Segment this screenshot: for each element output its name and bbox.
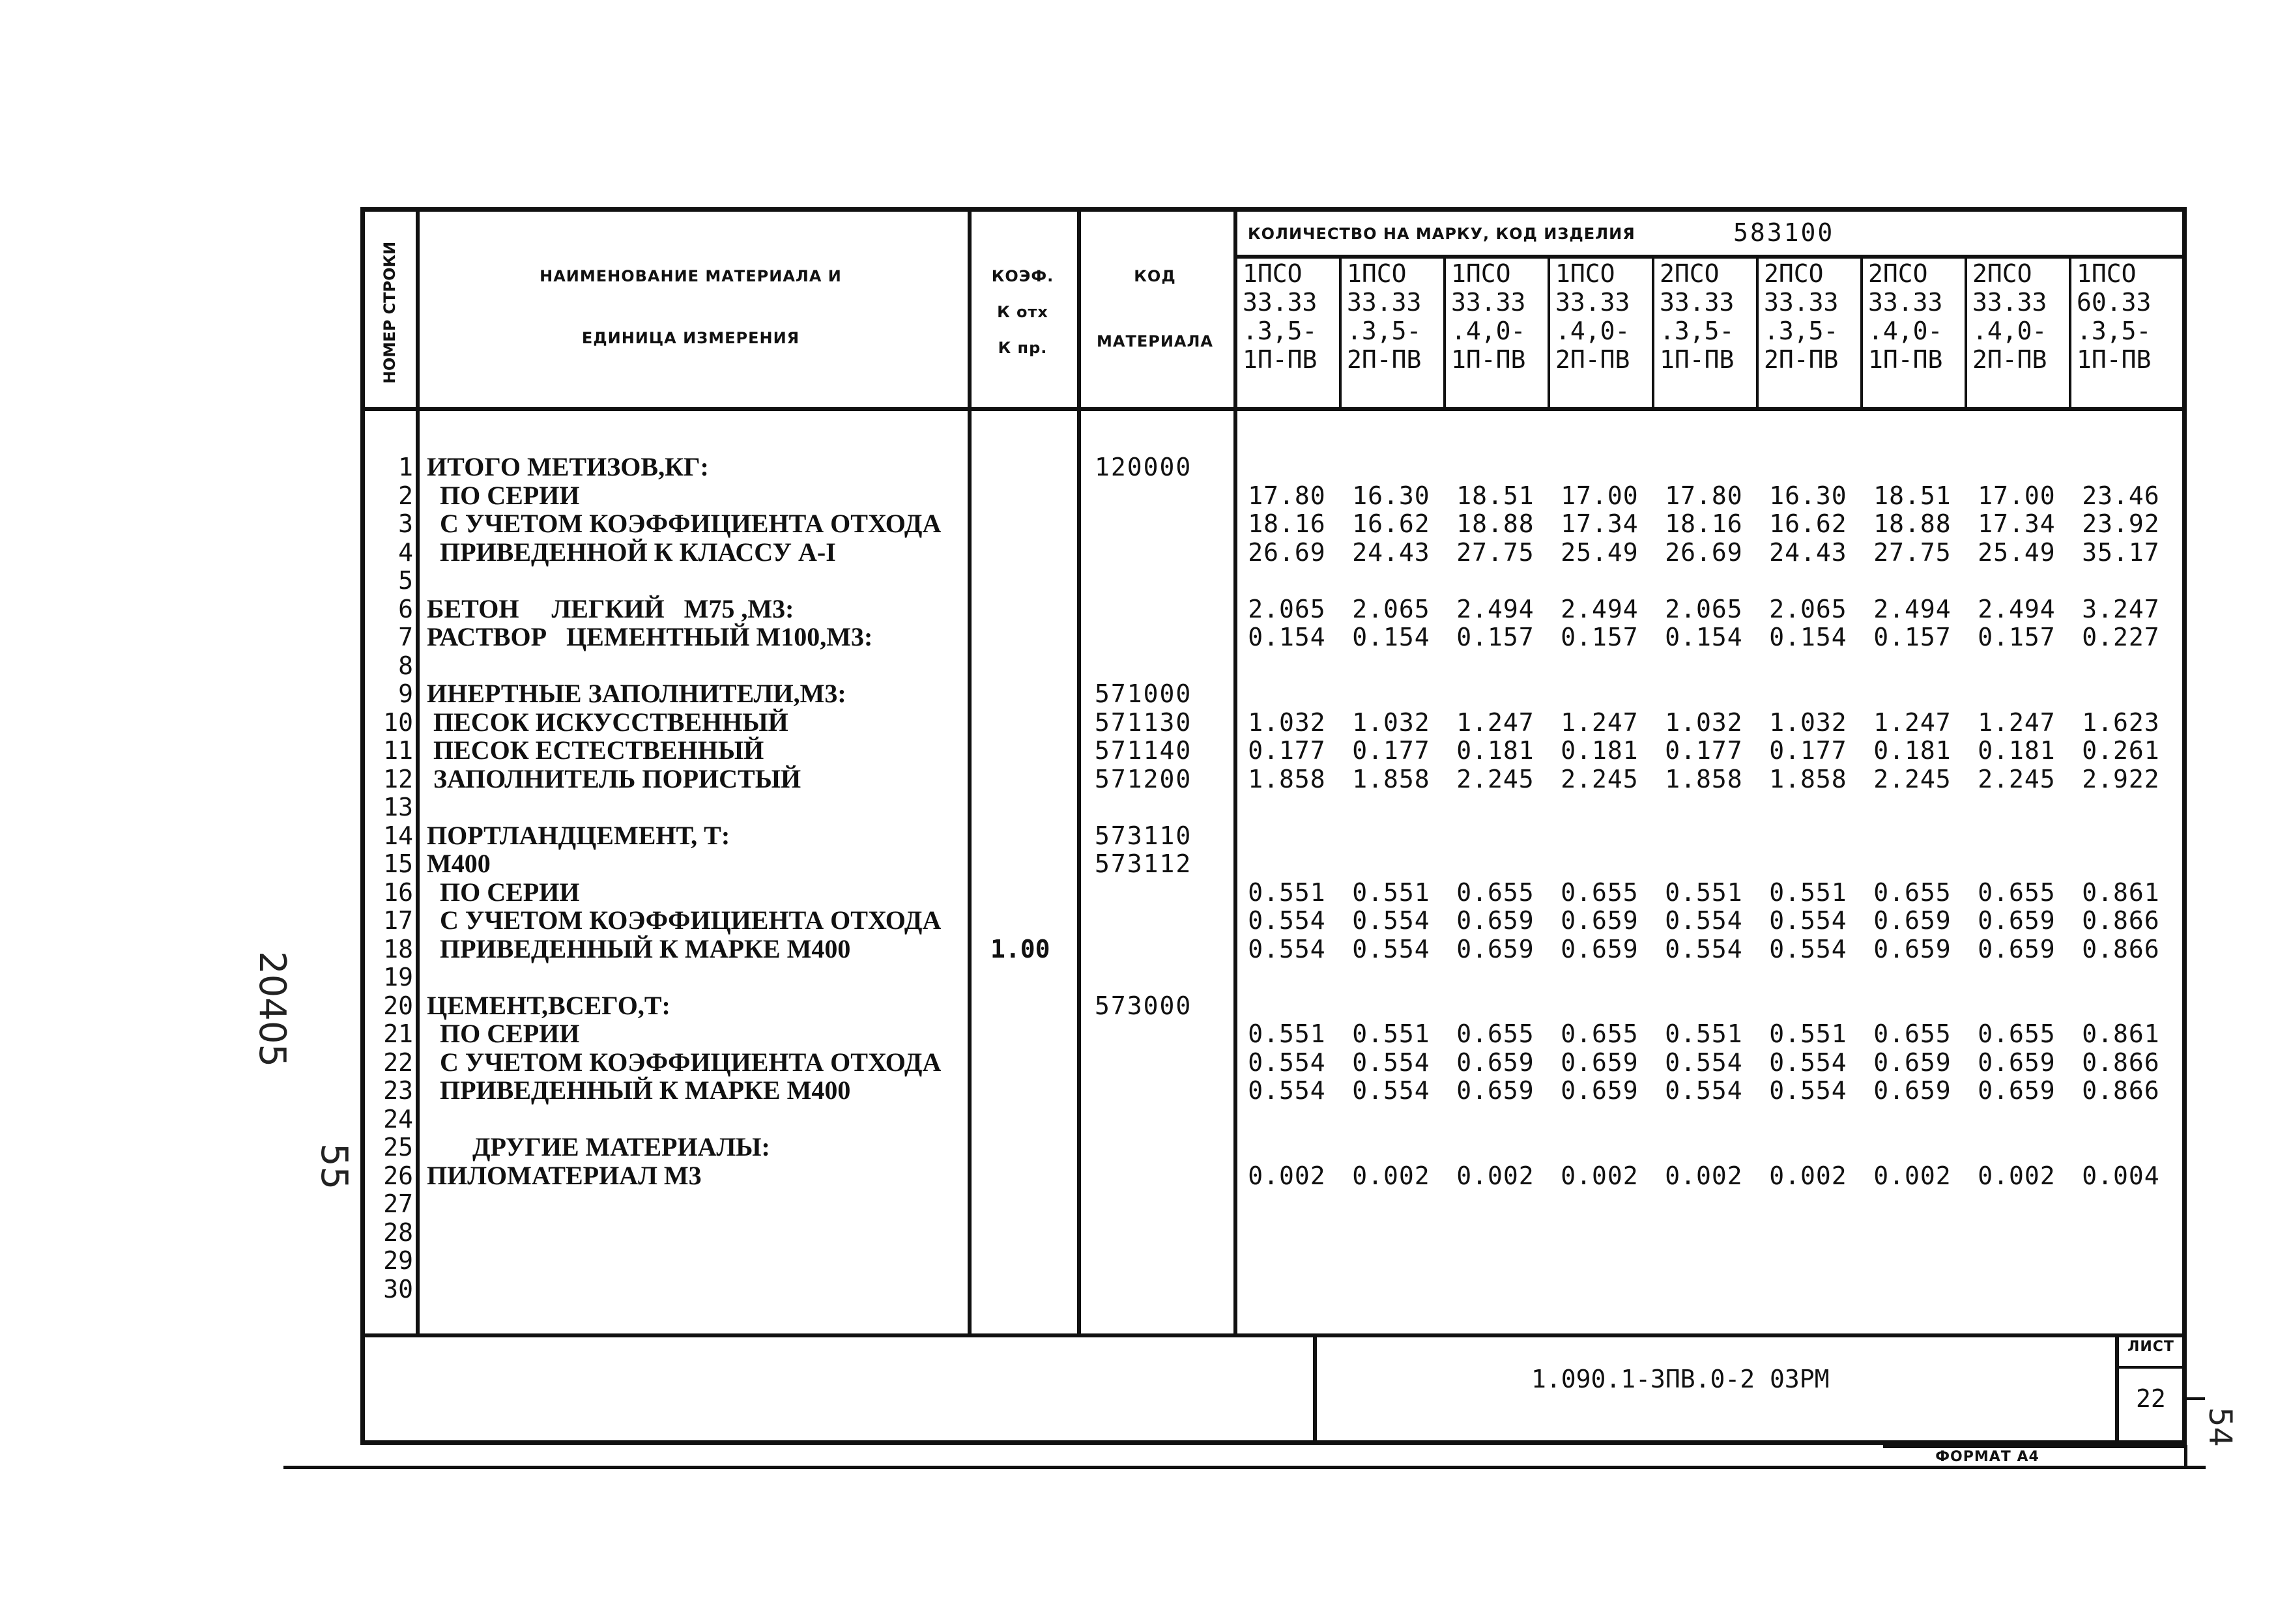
quantity-cell: 0.177	[1769, 736, 1847, 765]
quantity-cell: 0.659	[1978, 906, 2056, 935]
quantity-cell: 0.554	[1352, 906, 1430, 935]
name-header-line2: ЕДИНИЦА ИЗМЕРЕНИЯ	[581, 329, 800, 347]
mark-header-line: .3,5-	[1243, 317, 1318, 345]
quantity-cell: 0.659	[1978, 1076, 2056, 1105]
quantity-cell: 0.659	[1456, 1048, 1535, 1077]
quantity-cell: 0.659	[1561, 906, 1639, 935]
row-number: 29	[383, 1246, 413, 1275]
quantity-cell: 17.80	[1665, 481, 1743, 510]
row-number: 24	[383, 1105, 413, 1133]
row-number: 3	[398, 509, 413, 538]
quantity-cell: 23.46	[2082, 481, 2160, 510]
quantity-cell: 17.34	[1561, 509, 1639, 538]
stamp-divider	[2115, 1333, 2119, 1442]
quantity-cell: 0.181	[1978, 736, 2056, 765]
row-number: 5	[398, 566, 413, 595]
quantity-cell: 0.866	[2082, 906, 2160, 935]
quantity-cell: 0.002	[1352, 1161, 1430, 1190]
row-number: 17	[383, 906, 413, 935]
quantity-cell: 0.659	[1978, 1048, 2056, 1077]
mark-header-line: 33.33	[1451, 288, 1526, 317]
mark-header-line: 2П-ПВ	[1347, 345, 1422, 374]
row-number: 30	[383, 1275, 413, 1303]
quantity-cell: 0.655	[1978, 878, 2056, 907]
material-name: ПРИВЕДЕННЫЙ К МАРКЕ М400	[427, 934, 851, 963]
quantity-cell: 0.177	[1665, 736, 1743, 765]
code-header-line1: КОД	[1134, 267, 1176, 285]
mark-header	[1759, 259, 1855, 374]
stamp-divider	[1313, 1333, 1317, 1442]
quantity-cell: 0.181	[1873, 736, 1952, 765]
quantity-cell: 0.655	[1873, 1019, 1952, 1048]
quantity-cell: 0.002	[1665, 1161, 1743, 1190]
quantity-cell: 26.69	[1248, 538, 1326, 567]
sheet-label: ЛИСТ	[2127, 1339, 2174, 1355]
quantity-cell: 2.245	[1978, 765, 2056, 793]
quantity-cell: 16.62	[1769, 509, 1847, 538]
quantity-cell: 0.554	[1769, 935, 1847, 963]
mark-header-line: 1ПСО	[1555, 259, 1615, 288]
quantity-cell: 16.30	[1769, 481, 1847, 510]
row-number: 8	[398, 651, 413, 680]
row-number: 23	[383, 1076, 413, 1105]
quantity-cell: 0.554	[1352, 1076, 1430, 1105]
mark-header-line: 2П-ПВ	[1972, 345, 2047, 374]
material-name: ПО СЕРИИ	[427, 877, 580, 907]
quantity-cell: 26.69	[1665, 538, 1743, 567]
quantity-cell: 2.065	[1769, 595, 1847, 623]
row-number: 7	[398, 623, 413, 651]
material-name: ЗАПОЛНИТЕЛЬ ПОРИСТЫЙ	[427, 764, 801, 793]
material-name: С УЧЕТОМ КОЭФФИЦИЕНТА ОТХОДА	[427, 1047, 942, 1077]
coef-header-line1: КОЭФ.	[991, 267, 1054, 285]
quantity-cell: 0.655	[1978, 1019, 2056, 1048]
quantity-cell: 0.154	[1665, 623, 1743, 651]
quantity-cell: 0.002	[1561, 1161, 1639, 1190]
quantity-cell: 1.858	[1769, 765, 1847, 793]
quantity-cell: 18.88	[1873, 509, 1952, 538]
mark-header-line: .3,5-	[2077, 317, 2152, 345]
quantity-cell: 0.659	[1456, 1076, 1535, 1105]
quantity-cell: 0.866	[2082, 1048, 2160, 1077]
page-tick	[2187, 1397, 2205, 1400]
mark-header-line: .4,0-	[1868, 317, 1943, 345]
quantity-cell: 17.80	[1248, 481, 1326, 510]
quantity-cell: 0.866	[2082, 935, 2160, 963]
coef-header-line3: К пр.	[998, 339, 1048, 357]
quantity-cell: 0.154	[1769, 623, 1847, 651]
mark-header-line: 1ПСО	[1243, 259, 1303, 288]
header-divider	[365, 407, 2183, 411]
mark-header-line: 1П-ПВ	[1243, 345, 1318, 374]
material-code: 573112	[1095, 849, 1192, 878]
mark-header-line: .3,5-	[1764, 317, 1839, 345]
material-name: ПО СЕРИИ	[427, 481, 580, 510]
quantity-cell: 0.655	[1456, 1019, 1535, 1048]
material-name: ПОРТЛАНДЦЕМЕНТ, Т:	[427, 821, 730, 850]
material-code: 571200	[1095, 765, 1192, 793]
quantity-cell: 0.177	[1248, 736, 1326, 765]
material-name: ИНЕРТНЫЕ ЗАПОЛНИТЕЛИ,М3:	[427, 679, 846, 708]
quantity-cell: 0.551	[1665, 1019, 1743, 1048]
quantity-cell: 23.92	[2082, 509, 2160, 538]
quantity-cell: 18.51	[1873, 481, 1952, 510]
row-number: 15	[383, 849, 413, 878]
material-name: ПЕСОК ЕСТЕСТВЕННЫЙ	[427, 735, 764, 765]
mark-header	[1550, 259, 1647, 374]
quantity-cell: 1.858	[1248, 765, 1326, 793]
quantity-cell: 0.655	[1456, 878, 1535, 907]
quantity-cell: 0.554	[1665, 1076, 1743, 1105]
mark-header-line: 1П-ПВ	[1660, 345, 1735, 374]
quantity-cell: 0.551	[1248, 878, 1326, 907]
quantity-cell: 0.659	[1561, 1076, 1639, 1105]
quantity-cell: 25.49	[1978, 538, 2056, 567]
coef-header-line2: К отх	[997, 303, 1048, 321]
quantity-cell: 0.554	[1352, 935, 1430, 963]
quantity-cell: 2.245	[1873, 765, 1952, 793]
quantity-cell: 2.065	[1352, 595, 1430, 623]
quantity-cell: 0.551	[1665, 878, 1743, 907]
row-number: 22	[383, 1048, 413, 1077]
mark-header-line: 33.33	[1555, 288, 1630, 317]
quantity-cell: 3.247	[2082, 595, 2160, 623]
quantity-cell: 0.551	[1769, 1019, 1847, 1048]
quantity-cell: 24.43	[1769, 538, 1847, 567]
quantity-cell: 2.922	[2082, 765, 2160, 793]
material-code: 571000	[1095, 679, 1192, 708]
row-number: 4	[398, 538, 413, 567]
qty-header-divider	[1233, 255, 2185, 259]
quantity-cell: 0.157	[1561, 623, 1639, 651]
quantity-cell: 0.655	[1873, 878, 1952, 907]
material-name: М400	[427, 849, 491, 878]
mark-header-line: 33.33	[1660, 288, 1735, 317]
quantity-cell: 2.494	[1561, 595, 1639, 623]
row-number: 1	[398, 453, 413, 481]
quantity-cell: 17.00	[1978, 481, 2056, 510]
row-number: 16	[383, 878, 413, 907]
quantity-cell: 16.62	[1352, 509, 1430, 538]
mark-header-line: 1П-ПВ	[1451, 345, 1526, 374]
quantity-cell: 0.659	[1978, 935, 2056, 963]
quantity-cell: 0.181	[1561, 736, 1639, 765]
row-number: 19	[383, 963, 413, 991]
mark-header-line: 33.33	[1868, 288, 1943, 317]
quantity-cell: 0.154	[1352, 623, 1430, 651]
mark-header	[1654, 259, 1751, 374]
quantity-cell: 18.16	[1248, 509, 1326, 538]
col-divider	[968, 212, 972, 1333]
handwritten-inv: 20405	[251, 951, 293, 1068]
quantity-cell: 0.554	[1248, 906, 1326, 935]
material-name: ДРУГИЕ МАТЕРИАЛЫ:	[427, 1132, 770, 1161]
quantity-cell: 0.659	[1456, 935, 1535, 963]
quantity-cell: 0.554	[1769, 1048, 1847, 1077]
mark-header-line: .4,0-	[1451, 317, 1526, 345]
quantity-cell: 0.551	[1248, 1019, 1326, 1048]
quantity-cell: 1.032	[1769, 708, 1847, 737]
quantity-cell: 0.554	[1769, 906, 1847, 935]
quantity-cell: 1.247	[1978, 708, 2056, 737]
quantity-cell: 0.157	[1978, 623, 2056, 651]
mark-header-line: 1ПСО	[2077, 259, 2137, 288]
quantity-cell: 1.623	[2082, 708, 2160, 737]
quantity-cell: 2.065	[1665, 595, 1743, 623]
quantity-cell: 0.861	[2082, 878, 2160, 907]
quantity-cell: 0.866	[2082, 1076, 2160, 1105]
quantity-cell: 18.88	[1456, 509, 1535, 538]
quantity-cell: 0.554	[1665, 1048, 1743, 1077]
mark-header-line: .4,0-	[1972, 317, 2047, 345]
mark-header-line: 33.33	[1764, 288, 1839, 317]
quantity-cell: 0.181	[1456, 736, 1535, 765]
row-number: 28	[383, 1218, 413, 1247]
format-label: ФОРМАТ А4	[1935, 1449, 2039, 1465]
quantity-cell: 0.554	[1769, 1076, 1847, 1105]
quantity-cell: 0.554	[1248, 1076, 1326, 1105]
mark-header-line: 33.33	[1243, 288, 1318, 317]
mark-header-line: .4,0-	[1555, 317, 1630, 345]
quantity-cell: 0.551	[1352, 1019, 1430, 1048]
row-number: 26	[383, 1161, 413, 1190]
mark-header	[1237, 259, 1334, 374]
mark-header-line: 1ПСО	[1347, 259, 1407, 288]
material-name: ПРИВЕДЕННОЙ К КЛАССУ А-I	[427, 537, 836, 567]
mark-header-line: 1ПСО	[1451, 259, 1511, 288]
stamp-divider	[2115, 1366, 2183, 1369]
format-box-line	[1883, 1445, 2187, 1448]
quantity-cell: 0.554	[1248, 935, 1326, 963]
col-divider	[416, 212, 420, 1333]
quantity-cell: 0.655	[1561, 1019, 1639, 1048]
quantity-cell: 24.43	[1352, 538, 1430, 567]
mark-header-line: 2ПСО	[1972, 259, 2032, 288]
quantity-cell: 0.554	[1352, 1048, 1430, 1077]
row-number: 9	[398, 679, 413, 708]
quantity-cell: 25.49	[1561, 538, 1639, 567]
mark-header-line: 1П-ПВ	[1868, 345, 1943, 374]
row-number: 11	[383, 736, 413, 765]
quantity-cell: 0.659	[1873, 935, 1952, 963]
row-number: 21	[383, 1019, 413, 1048]
quantity-cell: 0.157	[1873, 623, 1952, 651]
quantity-cell: 0.659	[1873, 906, 1952, 935]
rownum-header: НОМЕР СТРОКИ	[381, 241, 399, 384]
quantity-cell: 0.004	[2082, 1161, 2160, 1190]
material-code: 573000	[1095, 991, 1192, 1020]
qty-header-label: КОЛИЧЕСТВО НА МАРКУ, КОД ИЗДЕЛИЯ	[1248, 225, 1635, 243]
material-name: С УЧЕТОМ КОЭФФИЦИЕНТА ОТХОДА	[427, 905, 942, 935]
mark-header-line: 33.33	[1347, 288, 1422, 317]
handwritten-page-a: 55	[313, 1143, 355, 1190]
row-number: 6	[398, 595, 413, 623]
footer-divider	[365, 1333, 2183, 1337]
mark-header	[2071, 259, 2168, 374]
material-name: ПЕСОК ИСКУССТВЕННЫЙ	[427, 707, 788, 737]
row-number: 27	[383, 1190, 413, 1218]
quantity-cell: 0.002	[1456, 1161, 1535, 1190]
quantity-cell: 0.659	[1561, 1048, 1639, 1077]
mark-header-line: 2П-ПВ	[1764, 345, 1839, 374]
quantity-cell: 1.247	[1561, 708, 1639, 737]
row-number: 14	[383, 821, 413, 850]
quantity-cell: 0.861	[2082, 1019, 2160, 1048]
mark-header-line: 2ПСО	[1660, 259, 1720, 288]
mark-header	[1446, 259, 1542, 374]
material-name: ПО СЕРИИ	[427, 1019, 580, 1048]
mark-header	[1342, 259, 1438, 374]
quantity-cell: 0.227	[2082, 623, 2160, 651]
quantity-cell: 0.659	[1873, 1048, 1952, 1077]
quantity-cell: 1.032	[1248, 708, 1326, 737]
material-name: ИТОГО МЕТИЗОВ,КГ:	[427, 452, 709, 481]
material-code: 571140	[1095, 736, 1192, 765]
quantity-cell: 17.34	[1978, 509, 2056, 538]
material-code: 571130	[1095, 708, 1192, 737]
row-number: 18	[383, 935, 413, 963]
row-number: 12	[383, 765, 413, 793]
quantity-cell: 1.858	[1352, 765, 1430, 793]
material-name: ПРИВЕДЕННЫЙ К МАРКЕ М400	[427, 1076, 851, 1105]
quantity-cell: 0.554	[1248, 1048, 1326, 1077]
quantity-cell: 18.51	[1456, 481, 1535, 510]
quantity-cell: 0.551	[1769, 878, 1847, 907]
mark-header-line: 2ПСО	[1868, 259, 1928, 288]
quantity-cell: 0.554	[1665, 906, 1743, 935]
quantity-cell: 2.494	[1873, 595, 1952, 623]
handwritten-page-b: 54	[2202, 1407, 2238, 1447]
quantity-cell: 2.494	[1978, 595, 2056, 623]
quantity-cell: 27.75	[1873, 538, 1952, 567]
quantity-cell: 0.551	[1352, 878, 1430, 907]
code-header-line2: МАТЕРИАЛА	[1097, 332, 1213, 350]
quantity-cell: 2.065	[1248, 595, 1326, 623]
quantity-cell: 27.75	[1456, 538, 1535, 567]
coefficient: 1.00	[990, 935, 1050, 963]
quantity-cell: 1.032	[1352, 708, 1430, 737]
quantity-cell: 0.002	[1978, 1161, 2056, 1190]
material-name: ПИЛОМАТЕРИАЛ М3	[427, 1161, 702, 1190]
mark-header-line: .3,5-	[1347, 317, 1422, 345]
material-code: 573110	[1095, 821, 1192, 850]
product-code: 583100	[1733, 218, 1835, 247]
quantity-cell: 0.554	[1665, 935, 1743, 963]
mark-header-line: 2ПСО	[1764, 259, 1824, 288]
quantity-cell: 0.659	[1561, 935, 1639, 963]
quantity-cell: 17.00	[1561, 481, 1639, 510]
row-number: 10	[383, 708, 413, 737]
material-name: С УЧЕТОМ КОЭФФИЦИЕНТА ОТХОДА	[427, 509, 942, 538]
material-name: ЦЕМЕНТ,ВСЕГО,Т:	[427, 991, 670, 1020]
quantity-cell: 0.655	[1561, 878, 1639, 907]
quantity-cell: 1.247	[1456, 708, 1535, 737]
bottom-rule	[283, 1466, 2206, 1469]
quantity-cell: 0.002	[1873, 1161, 1952, 1190]
row-number: 2	[398, 481, 413, 510]
mark-header-line: 60.33	[2077, 288, 2152, 317]
mark-header-line: .3,5-	[1660, 317, 1735, 345]
document-sheet	[360, 207, 2187, 1445]
quantity-cell: 0.154	[1248, 623, 1326, 651]
quantity-cell: 0.261	[2082, 736, 2160, 765]
sheet-number: 22	[2136, 1384, 2166, 1413]
row-number: 13	[383, 793, 413, 821]
quantity-cell: 2.245	[1456, 765, 1535, 793]
quantity-cell: 0.177	[1352, 736, 1430, 765]
name-header-line1: НАИМЕНОВАНИЕ МАТЕРИАЛА И	[540, 267, 842, 285]
quantity-cell: 2.245	[1561, 765, 1639, 793]
quantity-cell: 1.032	[1665, 708, 1743, 737]
quantity-cell: 0.659	[1873, 1076, 1952, 1105]
doc-code: 1.090.1-3ПВ.0-2 03РМ	[1531, 1365, 1830, 1393]
quantity-cell: 1.247	[1873, 708, 1952, 737]
quantity-cell: 0.659	[1456, 906, 1535, 935]
col-divider	[1077, 212, 1081, 1333]
row-number: 20	[383, 991, 413, 1020]
quantity-cell: 0.157	[1456, 623, 1535, 651]
mark-header	[1863, 259, 1959, 374]
mark-header-line: 2П-ПВ	[1555, 345, 1630, 374]
quantity-cell: 0.002	[1248, 1161, 1326, 1190]
quantity-cell: 2.494	[1456, 595, 1535, 623]
format-box-vline	[2184, 1445, 2187, 1468]
material-name: БЕТОН ЛЕГКИЙ М75 ,М3:	[427, 594, 794, 623]
row-number: 25	[383, 1133, 413, 1161]
material-name: РАСТВОР ЦЕМЕНТНЫЙ М100,М3:	[427, 622, 873, 651]
mark-header	[1967, 259, 2064, 374]
quantity-cell: 16.30	[1352, 481, 1430, 510]
mark-header-line: 33.33	[1972, 288, 2047, 317]
mark-header-line: 1П-ПВ	[2077, 345, 2152, 374]
quantity-cell: 0.002	[1769, 1161, 1847, 1190]
quantity-cell: 35.17	[2082, 538, 2160, 567]
quantity-cell: 1.858	[1665, 765, 1743, 793]
material-code: 120000	[1095, 453, 1192, 481]
quantity-cell: 18.16	[1665, 509, 1743, 538]
